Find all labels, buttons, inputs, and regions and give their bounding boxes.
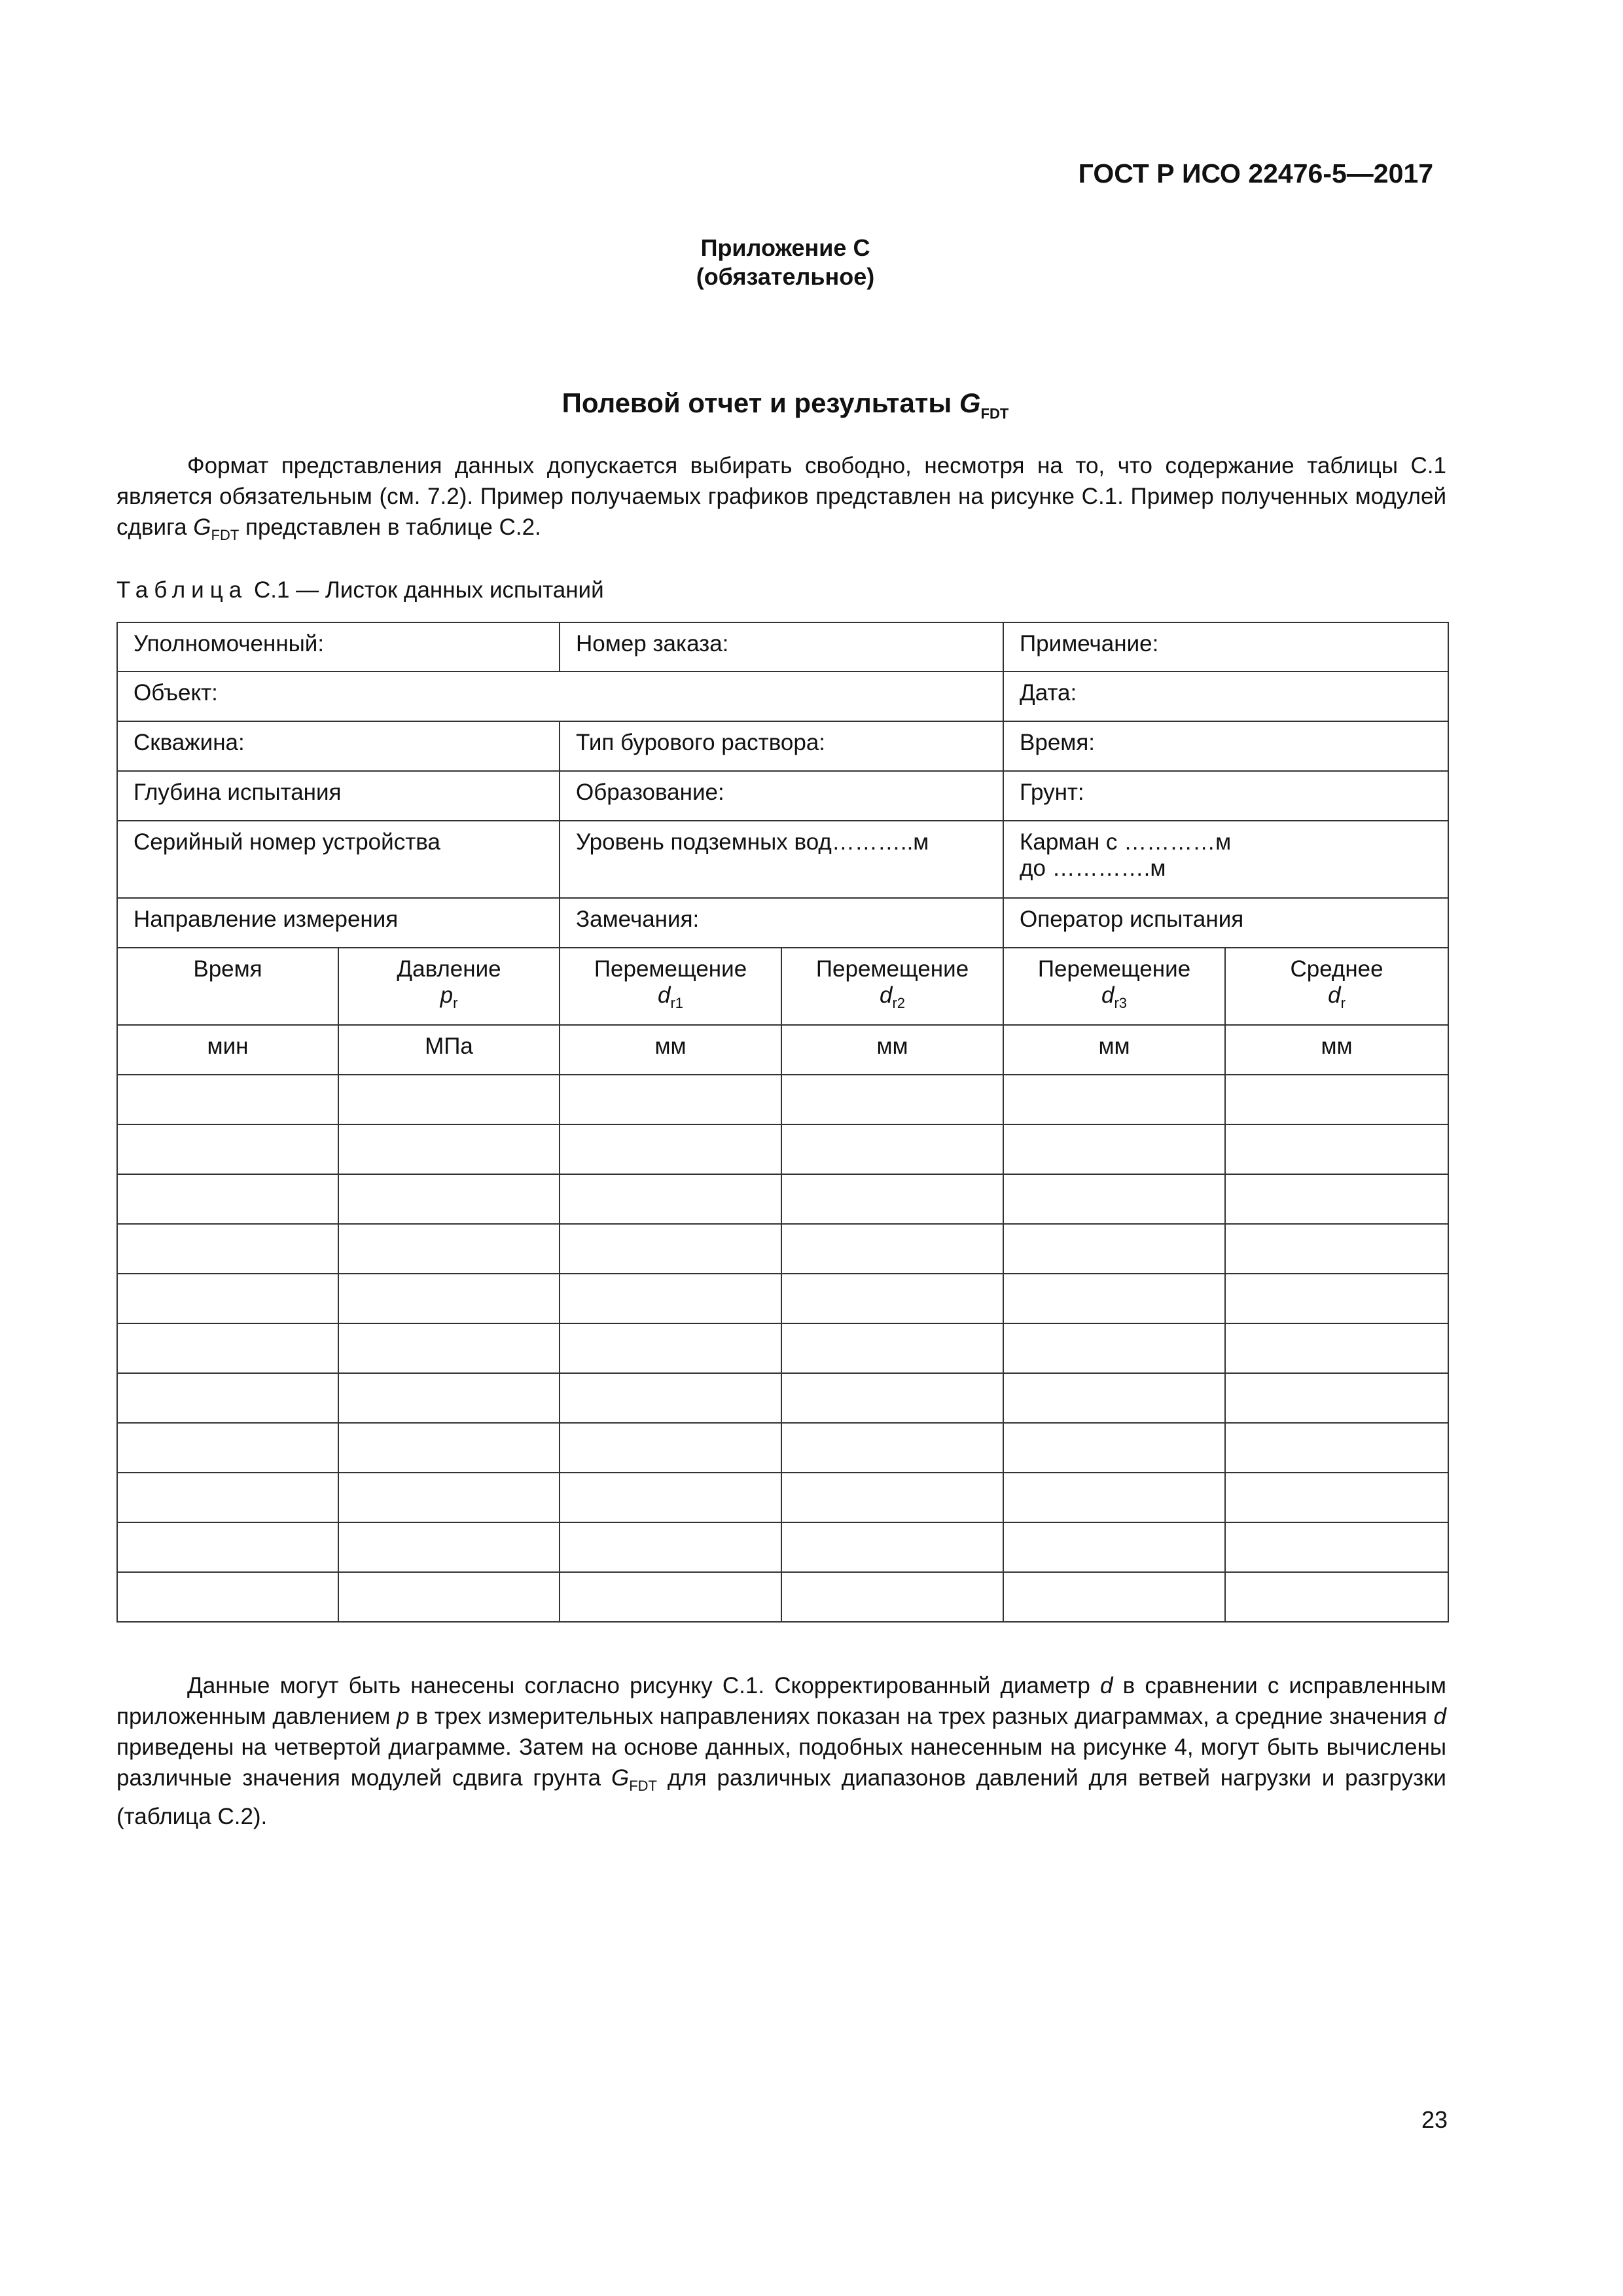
- blank-cell: [560, 1423, 781, 1473]
- blank-cell: [560, 1473, 781, 1522]
- blank-data-row: [117, 1124, 1448, 1174]
- column-subscript: r: [1340, 995, 1346, 1011]
- blank-data-row: [117, 1323, 1448, 1373]
- closing-text: Данные могут быть нанесены согласно рисунку С.1. Скорректированный диаметр: [187, 1673, 1100, 1698]
- blank-cell: [338, 1522, 560, 1572]
- closing-symbol: p: [397, 1704, 410, 1729]
- annex-name: Приложение С: [700, 234, 870, 261]
- closing-symbol: d: [1100, 1673, 1113, 1698]
- blank-cell: [1003, 1423, 1225, 1473]
- blank-data-row: [117, 1274, 1448, 1323]
- blank-cell: [781, 1075, 1003, 1124]
- section-title: [0, 387, 1571, 422]
- column-header: [1003, 948, 1225, 1025]
- annex-status: (обязательное): [696, 263, 875, 290]
- unit-cell: МПа: [338, 1025, 560, 1075]
- intro-symbol: G: [193, 514, 211, 540]
- blank-cell: [117, 1473, 338, 1522]
- blank-cell: [1003, 1522, 1225, 1572]
- blank-cell: [1003, 1075, 1225, 1124]
- intro-paragraph: [116, 450, 1446, 550]
- table-cell: Дата:: [1003, 672, 1448, 721]
- unit-cell: мм: [560, 1025, 781, 1075]
- blank-cell: [1225, 1473, 1448, 1522]
- table-row: [117, 672, 1448, 721]
- column-name: Перемещение: [1037, 956, 1191, 982]
- blank-cell: [1003, 1174, 1225, 1224]
- blank-cell: [560, 1323, 781, 1373]
- column-name: Давление: [397, 956, 501, 982]
- closing-paragraph: [116, 1670, 1446, 1832]
- blank-cell: [117, 1373, 338, 1423]
- table-cell: Направление измерения: [117, 898, 560, 948]
- unit-cell: мм: [1225, 1025, 1448, 1075]
- column-symbol: d: [1101, 982, 1115, 1008]
- table-cell: Оператор испытания: [1003, 898, 1448, 948]
- closing-text: в сравнении с исправленным приложенным давлением: [116, 1673, 1446, 1729]
- table-cell: Грунт:: [1003, 771, 1448, 821]
- table-cell: Примечание:: [1003, 622, 1448, 672]
- column-name: Среднее: [1290, 956, 1383, 982]
- column-name: Перемещение: [594, 956, 747, 982]
- pocket-to: до ………….м: [1020, 855, 1166, 881]
- table-row: [117, 898, 1448, 948]
- title-text: Полевой отчет и результаты: [562, 387, 959, 418]
- blank-cell: [338, 1174, 560, 1224]
- column-subscript: r2: [892, 995, 906, 1011]
- blank-cell: [1003, 1473, 1225, 1522]
- unit-cell: мин: [117, 1025, 338, 1075]
- table-row: [117, 721, 1448, 771]
- table-cell: Тип бурового раствора:: [560, 721, 1003, 771]
- closing-symbol: d: [1433, 1704, 1446, 1729]
- closing-text: в трех измерительных направлениях показан на трех разных диаграммах, а средние значения: [409, 1704, 1434, 1729]
- column-name: Время: [193, 956, 262, 982]
- table-cell: Уполномоченный:: [117, 622, 560, 672]
- blank-cell: [781, 1373, 1003, 1423]
- column-header: [117, 948, 338, 1025]
- table-row: [117, 622, 1448, 672]
- blank-cell: [1003, 1224, 1225, 1274]
- blank-cell: [781, 1323, 1003, 1373]
- blank-cell: [781, 1124, 1003, 1174]
- blank-cell: [338, 1124, 560, 1174]
- unit-cell: мм: [781, 1025, 1003, 1075]
- intro-text-2: представлен в таблице С.2.: [239, 514, 541, 540]
- blank-cell: [338, 1274, 560, 1323]
- blank-cell: [1225, 1224, 1448, 1274]
- closing-text: приведены на четвертой диаграмме. Затем на основе данных, подобных нанесенным на рисунке 4, могут быть вычислены различные значения модулей сдвига грунта: [116, 1734, 1446, 1791]
- title-subscript: FDT: [980, 405, 1009, 422]
- blank-cell: [338, 1473, 560, 1522]
- column-header: [781, 948, 1003, 1025]
- blank-cell: [560, 1522, 781, 1572]
- column-symbol: d: [1328, 982, 1341, 1008]
- column-header-row: [117, 948, 1448, 1025]
- blank-cell: [781, 1274, 1003, 1323]
- blank-cell: [560, 1224, 781, 1274]
- blank-cell: [1225, 1522, 1448, 1572]
- blank-cell: [781, 1473, 1003, 1522]
- table-cell: Уровень подземных вод………..м: [560, 821, 1003, 898]
- column-subscript: r: [453, 995, 458, 1011]
- table-caption-text: С.1 — Листок данных испытаний: [247, 577, 604, 603]
- unit-cell: мм: [1003, 1025, 1225, 1075]
- blank-cell: [781, 1572, 1003, 1622]
- blank-cell: [1003, 1572, 1225, 1622]
- blank-data-row: [117, 1174, 1448, 1224]
- intro-subscript: FDT: [211, 527, 240, 543]
- table-cell: Время:: [1003, 721, 1448, 771]
- table-caption: [116, 577, 604, 603]
- page-number: 23: [1421, 2106, 1448, 2133]
- pocket-from: Карман с …………м: [1020, 829, 1232, 855]
- column-subscript: r1: [670, 995, 684, 1011]
- blank-cell: [338, 1323, 560, 1373]
- blank-cell: [1225, 1124, 1448, 1174]
- blank-cell: [560, 1274, 781, 1323]
- column-name: Перемещение: [815, 956, 969, 982]
- blank-cell: [560, 1075, 781, 1124]
- blank-cell: [338, 1572, 560, 1622]
- table-cell: Скважина:: [117, 721, 560, 771]
- blank-cell: [560, 1124, 781, 1174]
- blank-cell: [338, 1423, 560, 1473]
- blank-cell: [781, 1423, 1003, 1473]
- table-cell: Серийный номер устройства: [117, 821, 560, 898]
- blank-cell: [117, 1174, 338, 1224]
- blank-data-row: [117, 1224, 1448, 1274]
- blank-data-row: [117, 1075, 1448, 1124]
- table-cell: Объект:: [117, 672, 1003, 721]
- blank-cell: [1225, 1423, 1448, 1473]
- blank-cell: [1225, 1373, 1448, 1423]
- table-row: [117, 821, 1448, 898]
- table-caption-label: Таблица: [116, 577, 248, 603]
- blank-cell: [117, 1522, 338, 1572]
- table-row: [117, 771, 1448, 821]
- column-header: [1225, 948, 1448, 1025]
- blank-cell: [1225, 1075, 1448, 1124]
- column-header: [338, 948, 560, 1025]
- blank-cell: [1225, 1174, 1448, 1224]
- column-symbol: d: [880, 982, 893, 1008]
- blank-data-row: [117, 1572, 1448, 1622]
- blank-cell: [1003, 1124, 1225, 1174]
- blank-cell: [338, 1224, 560, 1274]
- blank-cell: [338, 1075, 560, 1124]
- closing-symbol: G: [611, 1765, 630, 1791]
- column-symbol: p: [440, 982, 454, 1008]
- blank-cell: [117, 1075, 338, 1124]
- blank-cell: [1225, 1323, 1448, 1373]
- blank-cell: [781, 1174, 1003, 1224]
- blank-cell: [560, 1373, 781, 1423]
- blank-cell: [1003, 1373, 1225, 1423]
- table-cell: Образование:: [560, 771, 1003, 821]
- blank-cell: [117, 1124, 338, 1174]
- blank-data-row: [117, 1522, 1448, 1572]
- table-cell: Номер заказа:: [560, 622, 1003, 672]
- blank-data-row: [117, 1473, 1448, 1522]
- closing-subscript: FDT: [629, 1778, 657, 1794]
- blank-data-row: [117, 1423, 1448, 1473]
- blank-cell: [1225, 1572, 1448, 1622]
- blank-cell: [117, 1572, 338, 1622]
- blank-rows: [117, 1075, 1448, 1622]
- column-subscript: r3: [1114, 995, 1128, 1011]
- table-cell: [1003, 821, 1448, 898]
- standard-designation: ГОСТ Р ИСО 22476-5—2017: [1078, 158, 1433, 188]
- table-cell: Замечания:: [560, 898, 1003, 948]
- blank-cell: [117, 1224, 338, 1274]
- table-cell: Глубина испытания: [117, 771, 560, 821]
- blank-cell: [117, 1423, 338, 1473]
- blank-cell: [781, 1224, 1003, 1274]
- title-symbol: G: [959, 387, 981, 418]
- blank-cell: [560, 1572, 781, 1622]
- test-data-sheet-table: [116, 622, 1449, 1623]
- blank-data-row: [117, 1373, 1448, 1423]
- column-header: [560, 948, 781, 1025]
- closing-text: для различных диапазонов давлений для ветвей нагрузки и разгрузки (таблица С.2).: [116, 1765, 1446, 1829]
- blank-cell: [117, 1323, 338, 1373]
- blank-cell: [117, 1274, 338, 1323]
- units-row: [117, 1025, 1448, 1075]
- column-symbol: d: [658, 982, 671, 1008]
- blank-cell: [781, 1522, 1003, 1572]
- blank-cell: [1225, 1274, 1448, 1323]
- blank-cell: [1003, 1323, 1225, 1373]
- blank-cell: [1003, 1274, 1225, 1323]
- intro-text-1: Формат представления данных допускается выбирать свободно, несмотря на то, что содержание таблицы С.1 является обязательным (см. 7.2). Пример получаемых графиков представлен на рисунке С.1. Пример полученных модулей сдвига: [116, 453, 1446, 540]
- blank-cell: [338, 1373, 560, 1423]
- blank-cell: [560, 1174, 781, 1224]
